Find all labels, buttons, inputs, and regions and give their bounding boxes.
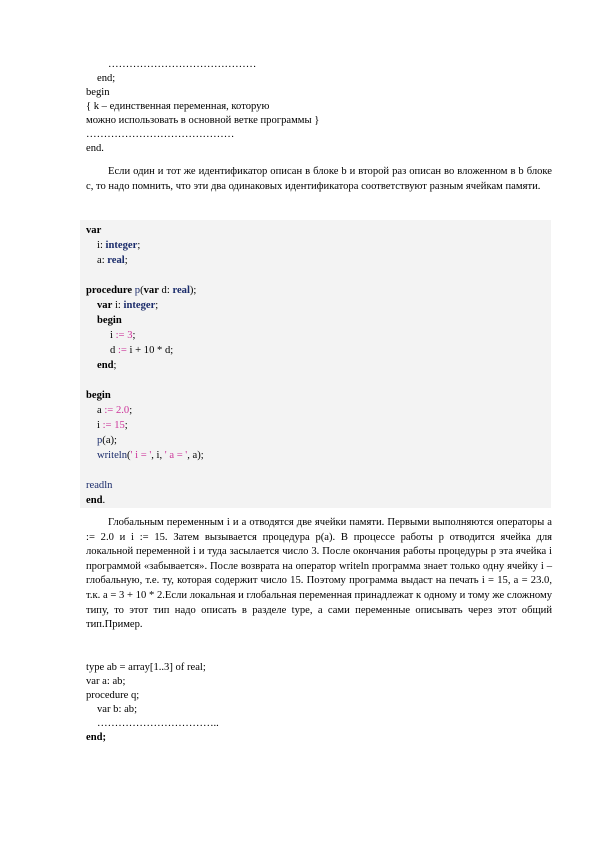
code-line-assign-i: i := 3;: [110, 330, 136, 341]
code-line-call-p: p(a);: [97, 435, 118, 446]
code-line-writeln: writeln(' i = ', i, ' a = ', a);: [97, 450, 204, 461]
code-line-main-a: a := 2.0;: [97, 405, 133, 416]
code-procedure-q: procedure q;: [86, 690, 140, 701]
code-comment: { k – единственная переменная, которую: [86, 101, 270, 112]
code-line-assign-d: d := i + 10 * d;: [110, 345, 174, 356]
code-var-decl: var a: ab;: [86, 676, 126, 687]
code-begin: begin: [86, 87, 110, 98]
code-var-b: var b: ab;: [97, 704, 138, 715]
ellipsis-line: ……………………………………: [108, 59, 257, 70]
code-end: end;: [97, 73, 116, 84]
code-line-main-i: i := 15;: [97, 420, 128, 431]
code-line-inner-end: end;: [97, 360, 117, 371]
code-end-dot: end.: [86, 143, 104, 154]
code-line-main-begin: begin: [86, 390, 111, 401]
code-line-i-decl: i: integer;: [97, 240, 141, 251]
code-line-procedure: procedure p(var d: real);: [86, 285, 197, 296]
ellipsis-line: ……………………………………: [86, 129, 235, 140]
code-line-inner-begin: begin: [97, 315, 122, 326]
code-line-var: var: [86, 225, 102, 236]
code-line-a-decl: a: real;: [97, 255, 128, 266]
paragraph-identifiers: Если один и тот же идентификатор описан в блоке b и второй раз описан во вложенном в b блоке c, то надо помнить, что эти два одинаковых идентификатора соответствуют разным ячейкам памяти.: [86, 166, 552, 192]
paragraph-explanation: Глобальным переменным i и a отводятся две ячейки памяти. Первыми выполняются операторы a := 2.0 и i := 15. Затем вызывается процедура p(a). В процессе работы p отводится ячейка для локальной переменной i и туда засылается число 3. После окончания работы процедуры p эта ячейка i программой «забывается». После возврата на оператор writeln программа знает только одну ячейку i – глобальную, т.е. ту, которая содержит число 15. Поэтому программа выдаст на печать i = 15, a = 23.0, т.к. a = 3 + 10 * 2.Если локальная и глобальная переменная принадлежат к одному и тому же сложному типу, то этот тип надо описать в разделе type, а сами переменные описывать через этот общий тип.Пример.: [86, 517, 552, 631]
code-final-end: end;: [86, 732, 107, 743]
code-comment-cont: можно использовать в основной ветке программы }: [86, 115, 320, 126]
code-line-readln: readln: [86, 480, 113, 491]
code-type-decl: type ab = array[1..3] of real;: [86, 662, 206, 673]
code-block: [80, 220, 551, 508]
ellipsis-line: ……………………………..: [97, 718, 219, 729]
code-line-inner-var: var i: integer;: [97, 300, 159, 311]
code-line-end: end.: [86, 495, 106, 506]
